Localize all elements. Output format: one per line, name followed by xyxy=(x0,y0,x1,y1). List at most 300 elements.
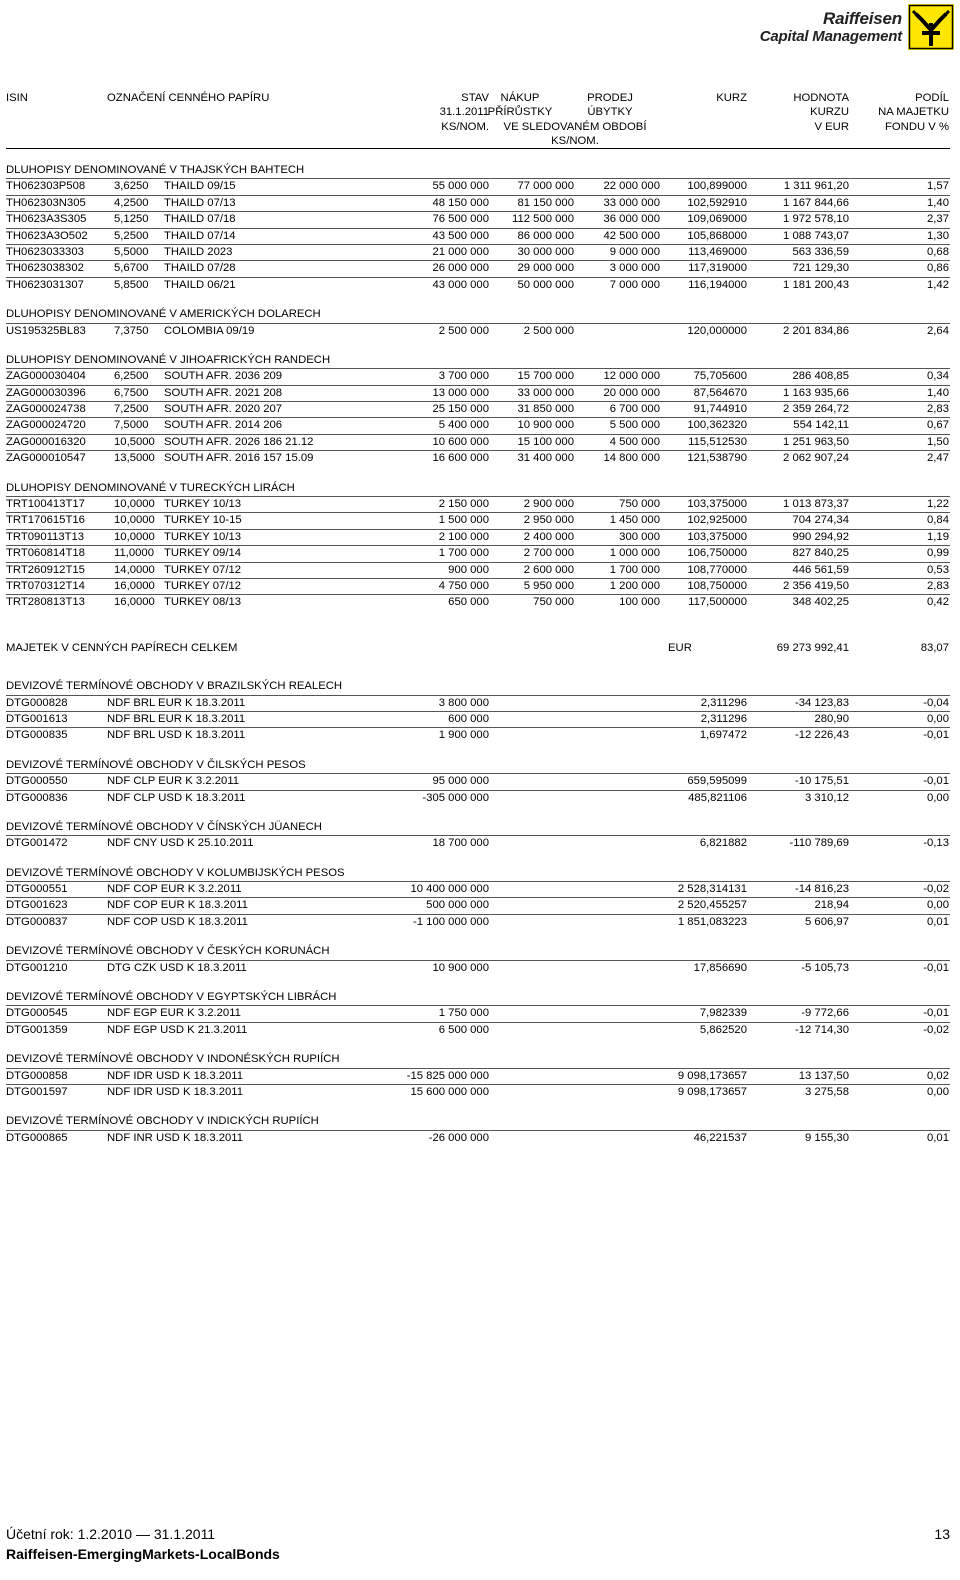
table-row xyxy=(6,1006,950,1022)
hodnota-cell: 990 294,92 xyxy=(792,530,849,543)
section-title: DEVIZOVÉ TERMÍNOVÉ OBCHODY V ČÍNSKÝCH JÜANECH xyxy=(6,820,950,836)
coupon-rate-cell: 13,5000 xyxy=(114,452,155,465)
isin-cell: ZAG000024738 xyxy=(6,403,86,416)
table-row xyxy=(6,1085,950,1100)
isin-cell: ZAG000030396 xyxy=(6,386,86,399)
podil-cell: 1,42 xyxy=(927,278,949,291)
podil-cell: -0,02 xyxy=(923,883,949,896)
kurz-cell: 87,564670 xyxy=(693,386,747,399)
table-row xyxy=(6,418,950,434)
table-row xyxy=(6,435,950,451)
table-row xyxy=(6,579,950,595)
section xyxy=(6,481,950,611)
security-name-cell: THAILD 07/13 xyxy=(164,196,236,209)
section xyxy=(6,307,950,339)
stav-cell: 2 150 000 xyxy=(438,498,489,511)
section-title: DEVIZOVÉ TERMÍNOVÉ OBCHODY V ČESKÝCH KORUNÁCH xyxy=(6,944,950,960)
stav-cell: 3 800 000 xyxy=(438,696,489,709)
prodej-cell: 14 800 000 xyxy=(603,452,660,465)
coupon-rate-cell: 7,3750 xyxy=(114,324,149,337)
podil-cell: 1,19 xyxy=(927,530,949,543)
kurz-cell: 659,595099 xyxy=(687,775,747,788)
nakup-cell: 2 400 000 xyxy=(523,530,574,543)
stav-cell: 15 600 000 000 xyxy=(410,1085,489,1098)
hodnota-cell: 446 561,59 xyxy=(792,563,849,576)
header-prodej: PRODEJ ÚBYTKY xyxy=(587,92,633,119)
isin-cell: ZAG000010547 xyxy=(6,452,86,465)
nakup-cell: 50 000 000 xyxy=(517,278,574,291)
kurz-cell: 108,750000 xyxy=(687,579,747,592)
coupon-rate-cell: 10,5000 xyxy=(114,435,155,448)
isin-cell: DTG000836 xyxy=(6,791,68,804)
table-row xyxy=(6,212,950,228)
section-title: DLUHOPISY DENOMINOVANÉ V THAJSKÝCH BAHTECH xyxy=(6,163,950,179)
kurz-cell: 103,375000 xyxy=(687,498,747,511)
section-title: DLUHOPISY DENOMINOVANÉ V AMERICKÝCH DOLARECH xyxy=(6,307,950,323)
table-row xyxy=(6,774,950,790)
hodnota-cell: 554 142,11 xyxy=(793,419,849,432)
podil-cell: 0,01 xyxy=(927,915,949,928)
prodej-cell: 300 000 xyxy=(619,530,660,543)
kurz-cell: 117,500000 xyxy=(688,596,747,609)
kurz-cell: 105,868000 xyxy=(687,229,747,242)
podil-cell: 0,67 xyxy=(927,419,949,432)
kurz-cell: 109,069000 xyxy=(687,213,747,226)
hodnota-cell: 1 972 578,10 xyxy=(783,213,849,226)
section-title: DEVIZOVÉ TERMÍNOVÉ OBCHODY V INDONÉSKÝCH RUPIÍCH xyxy=(6,1052,950,1068)
table-row xyxy=(6,898,950,914)
kurz-cell: 9 098,173657 xyxy=(677,1085,747,1098)
hodnota-cell: 1 311 961,20 xyxy=(783,180,849,193)
bond-sections xyxy=(6,163,950,611)
page-footer xyxy=(6,1524,950,1564)
nakup-cell: 31 850 000 xyxy=(517,403,574,416)
kurz-cell: 113,469000 xyxy=(688,245,747,258)
stav-cell: -1 100 000 000 xyxy=(412,915,489,928)
kurz-cell: 103,375000 xyxy=(687,530,747,543)
hodnota-cell: 1 251 963,50 xyxy=(783,435,849,448)
prodej-cell: 5 500 000 xyxy=(609,419,660,432)
hodnota-cell: -10 175,51 xyxy=(794,775,849,788)
hodnota-cell: 5 606,97 xyxy=(805,915,849,928)
podil-cell: -0,01 xyxy=(923,961,949,974)
kurz-cell: 108,770000 xyxy=(687,563,747,576)
stav-cell: 6 500 000 xyxy=(438,1023,489,1036)
stav-cell: -305 000 000 xyxy=(422,791,489,804)
kurz-cell: 17,856690 xyxy=(693,961,747,974)
isin-cell: DTG000858 xyxy=(6,1069,68,1082)
hodnota-cell: 286 408,85 xyxy=(792,370,849,383)
section-title: DEVIZOVÉ TERMÍNOVÉ OBCHODY V KOLUMBIJSKÝCH PESOS xyxy=(6,866,950,882)
table-row xyxy=(6,1131,950,1146)
isin-cell: TRT280813T13 xyxy=(6,596,85,609)
kurz-cell: 120,000000 xyxy=(687,324,747,337)
hodnota-cell: 9 155,30 xyxy=(805,1131,849,1144)
kurz-cell: 116,194000 xyxy=(688,278,747,291)
hodnota-cell: 827 840,25 xyxy=(792,547,849,560)
nakup-cell: 81 150 000 xyxy=(517,196,574,209)
total-label: MAJETEK V CENNÝCH PAPÍRECH CELKEM xyxy=(6,641,238,654)
isin-cell: TH0623038302 xyxy=(6,262,84,275)
kurz-cell: 1 851,083223 xyxy=(677,915,747,928)
table-row xyxy=(6,546,950,562)
section xyxy=(6,679,950,744)
hodnota-cell: 2 356 419,50 xyxy=(783,579,849,592)
kurz-cell: 121,538790 xyxy=(687,452,747,465)
prodej-cell: 1 450 000 xyxy=(609,514,660,527)
coupon-rate-cell: 10,0000 xyxy=(114,530,155,543)
contract-name-cell: DTG CZK USD K 18.3.2011 xyxy=(107,961,247,974)
stav-cell: 500 000 000 xyxy=(426,899,489,912)
podil-cell: 0,34 xyxy=(927,370,949,383)
hodnota-cell: 704 274,34 xyxy=(792,514,849,527)
kurz-cell: 100,899000 xyxy=(687,180,747,193)
prodej-cell: 750 000 xyxy=(619,498,660,511)
section-title: DLUHOPISY DENOMINOVANÉ V JIHOAFRICKÝCH RANDECH xyxy=(6,353,950,369)
stav-cell: 13 000 000 xyxy=(432,386,489,399)
table-row xyxy=(6,728,950,743)
isin-cell: ZAG000016320 xyxy=(6,435,86,448)
coupon-rate-cell: 5,2500 xyxy=(114,229,149,242)
security-name-cell: TURKEY 07/12 xyxy=(164,563,242,576)
contract-name-cell: NDF INR USD K 18.3.2011 xyxy=(107,1131,244,1144)
kurz-cell: 6,821882 xyxy=(699,837,747,850)
stav-cell: 1 900 000 xyxy=(438,729,489,742)
coupon-rate-cell: 5,5000 xyxy=(114,245,149,258)
kurz-cell: 75,705600 xyxy=(693,370,747,383)
table-row xyxy=(6,245,950,261)
kurz-cell: 7,982339 xyxy=(699,1007,747,1020)
isin-cell: DTG001210 xyxy=(6,961,68,974)
section xyxy=(6,866,950,931)
security-name-cell: SOUTH AFR. 2016 157 15.09 xyxy=(164,452,314,465)
isin-cell: TH0623A3S305 xyxy=(6,213,87,226)
security-name-cell: THAILD 07/18 xyxy=(164,213,236,226)
header-stav: STAV 31.1.2011 KS/NOM. xyxy=(439,92,489,133)
kurz-cell: 2,311296 xyxy=(700,696,747,709)
security-name-cell: SOUTH AFR. 2021 208 xyxy=(164,386,283,399)
hodnota-cell: 13 137,50 xyxy=(798,1069,849,1082)
security-name-cell: SOUTH AFR. 2020 207 xyxy=(164,403,283,416)
nakup-cell: 750 000 xyxy=(533,596,574,609)
hodnota-cell: 2 359 264,72 xyxy=(783,403,849,416)
nakup-cell: 2 500 000 xyxy=(523,324,574,337)
podil-cell: 0,86 xyxy=(927,262,949,275)
coupon-rate-cell: 10,0000 xyxy=(114,514,155,527)
header-kurz: KURZ xyxy=(716,92,747,104)
section-title: DEVIZOVÉ TERMÍNOVÉ OBCHODY V BRAZILSKÝCH REALECH xyxy=(6,679,950,695)
hodnota-cell: 348 402,25 xyxy=(792,596,849,609)
contract-name-cell: NDF COP USD K 18.3.2011 xyxy=(107,915,248,928)
hodnota-cell: 721 129,30 xyxy=(792,262,849,275)
accounting-period: Účetní rok: 1.2.2010 — 31.1.2011 xyxy=(6,1526,216,1542)
prodej-cell: 4 500 000 xyxy=(609,435,660,448)
table-row xyxy=(6,386,950,402)
hodnota-cell: 1 181 200,43 xyxy=(783,278,849,291)
hodnota-cell: 218,94 xyxy=(814,899,849,912)
coupon-rate-cell: 16,0000 xyxy=(114,596,155,609)
coupon-rate-cell: 11,0000 xyxy=(114,547,154,560)
podil-cell: 1,22 xyxy=(927,498,949,511)
stav-cell: 48 150 000 xyxy=(432,196,489,209)
prodej-cell: 9 000 000 xyxy=(609,245,660,258)
isin-cell: DTG000551 xyxy=(6,883,68,896)
hodnota-cell: 3 275,58 xyxy=(805,1085,849,1098)
coupon-rate-cell: 6,2500 xyxy=(114,370,149,383)
isin-cell: TH062303N305 xyxy=(6,196,86,209)
table-row xyxy=(6,229,950,245)
table-row xyxy=(6,961,950,976)
stav-cell: 1 500 000 xyxy=(438,514,489,527)
nakup-cell: 86 000 000 xyxy=(517,229,574,242)
logo-line-1: Raiffeisen xyxy=(823,9,902,28)
section xyxy=(6,353,950,467)
isin-cell: ZAG000024720 xyxy=(6,419,86,432)
contract-name-cell: NDF COP EUR K 18.3.2011 xyxy=(107,899,248,912)
contract-name-cell: NDF BRL USD K 18.3.2011 xyxy=(107,729,246,742)
podil-cell: 0,02 xyxy=(927,1069,949,1082)
raiffeisen-gable-cross-icon xyxy=(908,4,954,50)
table-row xyxy=(6,712,950,728)
security-name-cell: SOUTH AFR. 2026 186 21.12 xyxy=(164,435,314,448)
table-row xyxy=(6,882,950,898)
kurz-cell: 485,821106 xyxy=(688,791,747,804)
coupon-rate-cell: 5,8500 xyxy=(114,278,149,291)
isin-cell: DTG001623 xyxy=(6,899,68,912)
kurz-cell: 115,512530 xyxy=(688,435,747,448)
contract-name-cell: NDF BRL EUR K 18.3.2011 xyxy=(107,712,246,725)
total-row xyxy=(6,641,950,656)
security-name-cell: COLOMBIA 09/19 xyxy=(164,324,255,337)
section xyxy=(6,163,950,293)
stav-cell: 2 500 000 xyxy=(438,324,489,337)
table-row xyxy=(6,402,950,418)
fx-sections xyxy=(6,679,950,1146)
kurz-cell: 1,697472 xyxy=(699,729,747,742)
isin-cell: TRT100413T17 xyxy=(6,498,85,511)
podil-cell: 0,01 xyxy=(927,1131,949,1144)
header-nakup: NÁKUP PŘÍRŮSTKY xyxy=(487,92,553,119)
isin-cell: DTG000545 xyxy=(6,1007,68,1020)
kurz-cell: 5,862520 xyxy=(699,1023,747,1036)
stav-cell: 26 000 000 xyxy=(432,262,489,275)
coupon-rate-cell: 4,2500 xyxy=(114,196,149,209)
nakup-cell: 112 500 000 xyxy=(512,213,574,226)
header-security-name: OZNAČENÍ CENNÉHO PAPÍRU xyxy=(107,92,270,104)
section xyxy=(6,1052,950,1100)
kurz-cell: 106,750000 xyxy=(687,547,747,560)
isin-cell: DTG000837 xyxy=(6,915,68,928)
table-row xyxy=(6,530,950,546)
coupon-rate-cell: 10,0000 xyxy=(114,498,155,511)
podil-cell: 0,00 xyxy=(927,899,949,912)
isin-cell: DTG000828 xyxy=(6,696,68,709)
hodnota-cell: -9 772,66 xyxy=(801,1007,849,1020)
table-row xyxy=(6,915,950,930)
stav-cell: -26 000 000 xyxy=(428,1131,489,1144)
section xyxy=(6,1114,950,1146)
isin-cell: TRT170615T16 xyxy=(6,514,85,527)
hodnota-cell: 1 088 743,07 xyxy=(783,229,849,242)
table-row xyxy=(6,791,950,806)
kurz-cell: 2,311296 xyxy=(700,712,747,725)
contract-name-cell: NDF COP EUR K 3.2.2011 xyxy=(107,883,242,896)
table-row xyxy=(6,261,950,277)
hodnota-cell: -110 789,69 xyxy=(789,837,849,850)
nakup-cell: 15 100 000 xyxy=(517,435,574,448)
hodnota-cell: -14 816,23 xyxy=(794,883,849,896)
podil-cell: 2,37 xyxy=(927,213,949,226)
table-row xyxy=(6,179,950,195)
isin-cell: TH0623A3O502 xyxy=(6,229,88,242)
section xyxy=(6,820,950,852)
contract-name-cell: NDF EGP USD K 21.3.2011 xyxy=(107,1023,248,1036)
header-period: VE SLEDOVANÉM OBDOBÍ KS/NOM. xyxy=(503,120,647,148)
stav-cell: 25 150 000 xyxy=(432,403,489,416)
nakup-cell: 29 000 000 xyxy=(517,262,574,275)
podil-cell: 2,83 xyxy=(927,403,949,416)
contract-name-cell: NDF IDR USD K 18.3.2011 xyxy=(107,1085,244,1098)
kurz-cell: 2 528,314131 xyxy=(677,883,747,896)
table-row xyxy=(6,1023,950,1038)
contract-name-cell: NDF IDR USD K 18.3.2011 xyxy=(107,1069,244,1082)
stav-cell: 4 750 000 xyxy=(438,579,489,592)
podil-cell: 1,57 xyxy=(927,180,949,193)
podil-cell: 0,68 xyxy=(927,245,949,258)
nakup-cell: 2 900 000 xyxy=(523,498,574,511)
podil-cell: 0,00 xyxy=(927,712,949,725)
hodnota-cell: 2 201 834,86 xyxy=(783,324,849,337)
kurz-cell: 100,362320 xyxy=(687,419,747,432)
isin-cell: TRT070312T14 xyxy=(6,579,85,592)
prodej-cell: 22 000 000 xyxy=(603,180,660,193)
podil-cell: 1,40 xyxy=(927,196,949,209)
prodej-cell: 42 500 000 xyxy=(603,229,660,242)
table-row xyxy=(6,497,950,513)
section-title: DEVIZOVÉ TERMÍNOVÉ OBCHODY V ČILSKÝCH PESOS xyxy=(6,758,950,774)
coupon-rate-cell: 5,6700 xyxy=(114,262,149,275)
section xyxy=(6,944,950,976)
isin-cell: DTG000550 xyxy=(6,775,68,788)
podil-cell: 0,53 xyxy=(927,563,949,576)
logo-line-2: Capital Management xyxy=(759,28,902,45)
prodej-cell: 100 000 xyxy=(619,596,660,609)
isin-cell: ZAG000030404 xyxy=(6,370,86,383)
stav-cell: 55 000 000 xyxy=(432,180,489,193)
stav-cell: 10 900 000 xyxy=(432,961,489,974)
isin-cell: DTG000865 xyxy=(6,1131,68,1144)
total-podil: 83,07 xyxy=(920,641,949,654)
prodej-cell: 20 000 000 xyxy=(603,386,660,399)
security-name-cell: TURKEY 07/12 xyxy=(164,579,242,592)
nakup-cell: 30 000 000 xyxy=(517,245,574,258)
prodej-cell: 6 700 000 xyxy=(609,403,660,416)
kurz-cell: 102,592910 xyxy=(687,196,747,209)
kurz-cell: 46,221537 xyxy=(693,1131,747,1144)
isin-cell: DTG001472 xyxy=(6,837,68,850)
table-row xyxy=(6,1069,950,1085)
stav-cell: 900 000 xyxy=(448,563,489,576)
hodnota-cell: 3 310,12 xyxy=(805,791,849,804)
podil-cell: -0,02 xyxy=(923,1023,949,1036)
fund-name: Raiffeisen-EmergingMarkets-LocalBonds xyxy=(6,1546,280,1562)
nakup-cell: 2 600 000 xyxy=(523,563,574,576)
nakup-cell: 15 700 000 xyxy=(517,370,574,383)
prodej-cell: 1 000 000 xyxy=(609,547,660,560)
podil-cell: 1,40 xyxy=(927,386,949,399)
isin-cell: DTG001597 xyxy=(6,1085,68,1098)
stav-cell: 43 000 000 xyxy=(432,278,489,291)
hodnota-cell: -34 123,83 xyxy=(794,696,849,709)
security-name-cell: TURKEY 10/13 xyxy=(164,530,242,543)
podil-cell: 0,00 xyxy=(927,791,949,804)
table-row xyxy=(6,595,950,610)
security-name-cell: SOUTH AFR. 2014 206 xyxy=(164,419,283,432)
nakup-cell: 33 000 000 xyxy=(517,386,574,399)
security-name-cell: TURKEY 08/13 xyxy=(164,596,242,609)
isin-cell: TH0623031307 xyxy=(6,278,84,291)
podil-cell: 2,47 xyxy=(927,452,949,465)
kurz-cell: 2 520,455257 xyxy=(677,899,747,912)
contract-name-cell: NDF CNY USD K 25.10.2011 xyxy=(107,837,254,850)
stav-cell: 18 700 000 xyxy=(432,837,489,850)
prodej-cell: 33 000 000 xyxy=(603,196,660,209)
stav-cell: 21 000 000 xyxy=(432,245,489,258)
raiffeisen-logo xyxy=(728,4,954,54)
security-name-cell: TURKEY 10/13 xyxy=(164,498,242,511)
nakup-cell: 31 400 000 xyxy=(517,452,574,465)
isin-cell: US195325BL83 xyxy=(6,324,86,337)
isin-cell: TH0623033303 xyxy=(6,245,84,258)
section xyxy=(6,990,950,1038)
isin-cell: DTG001359 xyxy=(6,1023,68,1036)
security-name-cell: THAILD 06/21 xyxy=(164,278,236,291)
table-row xyxy=(6,278,950,293)
table-row xyxy=(6,369,950,385)
stav-cell: 76 500 000 xyxy=(432,213,489,226)
hodnota-cell: -12 714,30 xyxy=(794,1023,849,1036)
kurz-cell: 91,744910 xyxy=(693,403,747,416)
prodej-cell: 1 700 000 xyxy=(609,563,660,576)
stav-cell: 10 400 000 000 xyxy=(410,883,489,896)
stav-cell: 16 600 000 xyxy=(432,452,489,465)
header-isin: ISIN xyxy=(6,92,28,104)
section-title: DEVIZOVÉ TERMÍNOVÉ OBCHODY V EGYPTSKÝCH LIBRÁCH xyxy=(6,990,950,1006)
table-header xyxy=(6,91,950,149)
stav-cell: 600 000 xyxy=(448,712,489,725)
hodnota-cell: 1 013 873,37 xyxy=(783,498,849,511)
security-name-cell: TURKEY 10-15 xyxy=(164,514,242,527)
nakup-cell: 2 700 000 xyxy=(523,547,574,560)
contract-name-cell: NDF CLP USD K 18.3.2011 xyxy=(107,791,246,804)
podil-cell: -0,01 xyxy=(923,1007,949,1020)
table-row xyxy=(6,451,950,466)
hodnota-cell: 1 163 935,66 xyxy=(783,386,849,399)
coupon-rate-cell: 14,0000 xyxy=(114,563,155,576)
coupon-rate-cell: 7,5000 xyxy=(114,419,149,432)
stav-cell: -15 825 000 000 xyxy=(406,1069,489,1082)
podil-cell: 0,84 xyxy=(927,514,949,527)
prodej-cell: 3 000 000 xyxy=(609,262,660,275)
hodnota-cell: 2 062 907,24 xyxy=(783,452,849,465)
total-value: 69 273 992,41 xyxy=(776,641,849,654)
table-row xyxy=(6,563,950,579)
isin-cell: DTG001613 xyxy=(6,712,68,725)
table-row xyxy=(6,513,950,529)
nakup-cell: 10 900 000 xyxy=(517,419,574,432)
podil-cell: -0,01 xyxy=(923,729,949,742)
coupon-rate-cell: 6,7500 xyxy=(114,386,149,399)
